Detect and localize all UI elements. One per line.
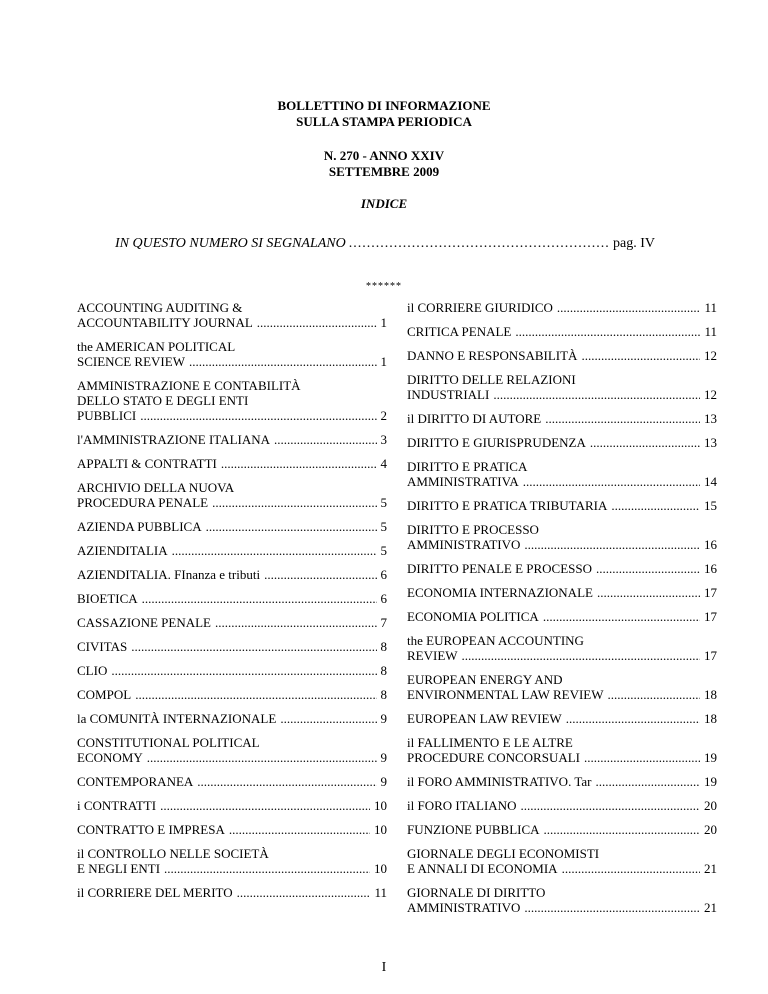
- entry-title-line: CONTRATTO E IMPRESA: [77, 822, 225, 837]
- entry-page-number: 15: [704, 498, 717, 513]
- dot-leader: [566, 711, 700, 726]
- highlight-entry[interactable]: [115, 236, 655, 252]
- dot-leader: [221, 456, 377, 471]
- dot-leader: [264, 567, 376, 582]
- dot-leader: [257, 315, 377, 330]
- dot-leader: [189, 354, 377, 369]
- dot-leader: [142, 591, 377, 606]
- dot-leader: [584, 750, 700, 765]
- index-entry[interactable]: [407, 798, 717, 813]
- dot-leader: [581, 348, 700, 363]
- dot-leader: [557, 300, 701, 315]
- index-entry[interactable]: [77, 735, 387, 765]
- entry-title-line: il FORO ITALIANO: [407, 798, 517, 813]
- entry-title-line: l'AMMINISTRAZIONE ITALIANA: [77, 432, 271, 447]
- index-entry[interactable]: [77, 687, 387, 702]
- entry-title-line: E ANNALI DI ECONOMIA: [407, 861, 558, 876]
- entry-title-line: CRITICA PENALE: [407, 324, 512, 339]
- entry-title-line: EUROPEAN ENERGY AND: [407, 672, 563, 687]
- index-entry[interactable]: [77, 432, 387, 447]
- entry-page-number: 12: [704, 348, 717, 363]
- entry-page-number: 16: [704, 561, 717, 576]
- entry-title-line: DIRITTO E PRATICA: [407, 459, 528, 474]
- index-entry[interactable]: [77, 519, 387, 534]
- entry-title-line: CASSAZIONE PENALE: [77, 615, 211, 630]
- index-entry[interactable]: [407, 711, 717, 726]
- index-entry[interactable]: [77, 711, 387, 726]
- index-entry[interactable]: [77, 456, 387, 471]
- index-entry[interactable]: [77, 663, 387, 678]
- dot-leader: [280, 711, 376, 726]
- index-entry[interactable]: [407, 459, 717, 489]
- entry-page-number: 3: [380, 432, 387, 447]
- entry-page-number: 12: [704, 387, 717, 402]
- dot-leader: [515, 324, 700, 339]
- entry-title-line: AMMINISTRAZIONE E CONTABILITÀ: [77, 378, 301, 393]
- entry-title-line: PUBBLICI: [77, 408, 137, 423]
- entry-title-line: ACCOUNTING AUDITING &: [77, 300, 243, 315]
- entry-title-line: AMMINISTRATIVA: [407, 474, 519, 489]
- dot-leader: [229, 822, 370, 837]
- entry-page-number: 19: [704, 774, 717, 789]
- dot-leader: [274, 432, 376, 447]
- index-column-left: [77, 300, 387, 909]
- dot-leader: [237, 885, 371, 900]
- entry-page-number: 17: [704, 609, 717, 624]
- dot-leader: [524, 900, 700, 915]
- entry-title-line: CONTEMPORANEA: [77, 774, 194, 789]
- entry-page-number: 18: [704, 711, 717, 726]
- dot-leader: [608, 687, 701, 702]
- entry-title-line: DIRITTO E GIURISPRUDENZA: [407, 435, 586, 450]
- entry-title-line: COMPOL: [77, 687, 132, 702]
- entry-page-number: 17: [704, 585, 717, 600]
- index-entry[interactable]: [407, 672, 717, 702]
- index-entry[interactable]: [77, 300, 387, 330]
- dot-leader: [206, 519, 377, 534]
- entry-page-number: 1: [380, 315, 387, 330]
- dot-leader: [545, 411, 700, 426]
- entry-page-number: 9: [380, 711, 387, 726]
- index-column-right: [407, 300, 717, 924]
- publication-title-line1: BOLLETTINO DI INFORMAZIONE: [277, 98, 491, 113]
- index-entry[interactable]: [407, 822, 717, 837]
- entry-page-number: 4: [380, 456, 387, 471]
- dot-leader: [140, 408, 376, 423]
- index-entry[interactable]: [407, 633, 717, 663]
- index-entry[interactable]: [77, 591, 387, 606]
- entry-title-line: il CORRIERE DEL MERITO: [77, 885, 233, 900]
- entry-page-number: 9: [380, 774, 387, 789]
- entry-page-number: 10: [374, 822, 387, 837]
- entry-page-number: 8: [380, 687, 387, 702]
- entry-page-number: 20: [704, 798, 717, 813]
- index-entry[interactable]: [77, 378, 387, 423]
- entry-title-line: EUROPEAN LAW REVIEW: [407, 711, 562, 726]
- entry-title-line: DIRITTO PENALE E PROCESSO: [407, 561, 593, 576]
- index-entry[interactable]: [77, 567, 387, 582]
- issue-date: SETTEMBRE 2009: [328, 164, 440, 179]
- entry-title-line: ECONOMIA INTERNAZIONALE: [407, 585, 593, 600]
- entry-page-number: 21: [704, 900, 717, 915]
- entry-page-number: 6: [380, 591, 387, 606]
- index-entry[interactable]: [77, 798, 387, 813]
- entry-page-number: 10: [374, 798, 387, 813]
- separator: ******: [366, 281, 402, 292]
- dot-leader: [131, 639, 376, 654]
- highlight-label: IN QUESTO NUMERO SI SEGNALANO: [115, 236, 346, 251]
- entry-title-line: SCIENCE REVIEW: [77, 354, 185, 369]
- index-entry[interactable]: [407, 498, 717, 513]
- entry-title-line: il CORRIERE GIURIDICO: [407, 300, 553, 315]
- entry-title-line: CIVITAS: [77, 639, 128, 654]
- dot-leader: [215, 615, 377, 630]
- index-entry[interactable]: [407, 846, 717, 876]
- entry-title-line: ECONOMIA POLITICA: [407, 609, 539, 624]
- entry-title-line: FUNZIONE PUBBLICA: [407, 822, 540, 837]
- entry-title-line: il FALLIMENTO E LE ALTRE: [407, 735, 573, 750]
- entry-title-line: AMMINISTRATIVO: [407, 900, 521, 915]
- dot-leader: [493, 387, 700, 402]
- entry-title-line: INDUSTRIALI: [407, 387, 490, 402]
- dot-leader: [160, 798, 370, 813]
- entry-page-number: 7: [380, 615, 387, 630]
- entry-title-line: PROCEDURA PENALE: [77, 495, 209, 510]
- dot-leader: [596, 561, 700, 576]
- index-entry[interactable]: [77, 480, 387, 510]
- dot-leader: [147, 750, 377, 765]
- index-entry[interactable]: [77, 339, 387, 369]
- dot-leader: [462, 648, 700, 663]
- entry-page-number: 9: [380, 750, 387, 765]
- entry-title-line: DIRITTO E PRATICA TRIBUTARIA: [407, 498, 608, 513]
- index-entry[interactable]: [407, 435, 717, 450]
- issue-info: [0, 148, 768, 180]
- entry-title-line: il FORO AMMINISTRATIVO. Tar: [407, 774, 592, 789]
- dot-leader: [543, 609, 700, 624]
- dot-leader: [597, 585, 700, 600]
- dot-leader: [524, 537, 700, 552]
- entry-title-line: ACCOUNTABILITY JOURNAL: [77, 315, 253, 330]
- entry-title-line: il DIRITTO DI AUTORE: [407, 411, 542, 426]
- dot-leader: [349, 236, 610, 252]
- entry-page-number: 8: [380, 639, 387, 654]
- dot-leader: [590, 435, 700, 450]
- entry-page-number: 2: [380, 408, 387, 423]
- publication-title: [0, 98, 768, 130]
- dot-leader: [135, 687, 376, 702]
- dot-leader: [212, 495, 376, 510]
- index-entry[interactable]: [407, 372, 717, 402]
- entry-page-number: 11: [704, 300, 717, 315]
- entry-title-line: DANNO E RESPONSABILITÀ: [407, 348, 578, 363]
- entry-page-number: 5: [380, 543, 387, 558]
- index-entry[interactable]: [407, 348, 717, 363]
- entry-title-line: BIOETICA: [77, 591, 138, 606]
- index-entry[interactable]: [407, 324, 717, 339]
- entry-page-number: 19: [704, 750, 717, 765]
- entry-title-line: AZIENDA PUBBLICA: [77, 519, 202, 534]
- entry-page-number: 21: [704, 861, 717, 876]
- entry-title-line: AZIENDITALIA: [77, 543, 168, 558]
- entry-title-line: CLIO: [77, 663, 108, 678]
- entry-title-line: DIRITTO E PROCESSO: [407, 522, 539, 537]
- entry-title-line: ENVIRONMENTAL LAW REVIEW: [407, 687, 604, 702]
- index-entry[interactable]: [77, 615, 387, 630]
- dot-leader: [164, 861, 370, 876]
- index-entry[interactable]: [77, 846, 387, 876]
- index-title: INDICE: [360, 196, 408, 211]
- entry-title-line: E NEGLI ENTI: [77, 861, 161, 876]
- entry-title-line: AMMINISTRATIVO: [407, 537, 521, 552]
- index-entry[interactable]: [77, 639, 387, 654]
- dot-leader: [197, 774, 376, 789]
- entry-page-number: 16: [704, 537, 717, 552]
- index-entry[interactable]: [407, 585, 717, 600]
- entry-page-number: 13: [704, 435, 717, 450]
- entry-page-number: 14: [704, 474, 717, 489]
- index-entry[interactable]: [77, 774, 387, 789]
- index-entry[interactable]: [407, 561, 717, 576]
- entry-page-number: 11: [704, 324, 717, 339]
- dot-leader: [611, 498, 700, 513]
- entry-title-line: il CONTROLLO NELLE SOCIETÀ: [77, 846, 269, 861]
- highlight-page: pag. IV: [613, 236, 655, 251]
- entry-title-line: GIORNALE DEGLI ECONOMISTI: [407, 846, 600, 861]
- entry-page-number: 8: [380, 663, 387, 678]
- index-entry[interactable]: [407, 735, 717, 765]
- dot-leader: [520, 798, 700, 813]
- entry-page-number: 18: [704, 687, 717, 702]
- index-entry[interactable]: [407, 609, 717, 624]
- entry-page-number: 5: [380, 495, 387, 510]
- entry-title-line: REVIEW: [407, 648, 458, 663]
- entry-page-number: 17: [704, 648, 717, 663]
- page-number: I: [381, 960, 387, 975]
- index-entry[interactable]: [77, 543, 387, 558]
- dot-leader: [544, 822, 700, 837]
- dot-leader: [523, 474, 700, 489]
- entry-title-line: ARCHIVIO DELLA NUOVA: [77, 480, 235, 495]
- dot-leader: [562, 861, 700, 876]
- entry-title-line: DIRITTO DELLE RELAZIONI: [407, 372, 576, 387]
- dot-leader: [595, 774, 700, 789]
- entry-title-line: GIORNALE DI DIRITTO: [407, 885, 546, 900]
- entry-title-line: the EUROPEAN ACCOUNTING: [407, 633, 584, 648]
- entry-title-line: la COMUNITÀ INTERNAZIONALE: [77, 711, 277, 726]
- issue-number: N. 270 - ANNO XXIV: [323, 148, 445, 163]
- entry-page-number: 5: [380, 519, 387, 534]
- entry-page-number: 1: [380, 354, 387, 369]
- entry-page-number: 20: [704, 822, 717, 837]
- entry-page-number: 13: [704, 411, 717, 426]
- dot-leader: [172, 543, 377, 558]
- index-entry[interactable]: [407, 774, 717, 789]
- entry-title-line: i CONTRATTI: [77, 798, 157, 813]
- entry-title-line: CONSTITUTIONAL POLITICAL: [77, 735, 260, 750]
- index-entry[interactable]: [77, 822, 387, 837]
- index-entry[interactable]: [407, 300, 717, 315]
- entry-title-line: APPALTI & CONTRATTI: [77, 456, 217, 471]
- index-entry[interactable]: [407, 522, 717, 552]
- entry-title-line: ECONOMY: [77, 750, 143, 765]
- entry-title-line: PROCEDURE CONCORSUALI: [407, 750, 580, 765]
- entry-page-number: 6: [380, 567, 387, 582]
- entry-page-number: 10: [374, 861, 387, 876]
- entry-page-number: 11: [374, 885, 387, 900]
- publication-title-line2: SULLA STAMPA PERIODICA: [296, 114, 472, 129]
- index-entry[interactable]: [407, 885, 717, 915]
- entry-title-line: the AMERICAN POLITICAL: [77, 339, 236, 354]
- index-entry[interactable]: [77, 885, 387, 900]
- dot-leader: [111, 663, 376, 678]
- entry-title-line: DELLO STATO E DEGLI ENTI: [77, 393, 249, 408]
- entry-title-line: AZIENDITALIA. FInanza e tributi: [77, 567, 261, 582]
- index-entry[interactable]: [407, 411, 717, 426]
